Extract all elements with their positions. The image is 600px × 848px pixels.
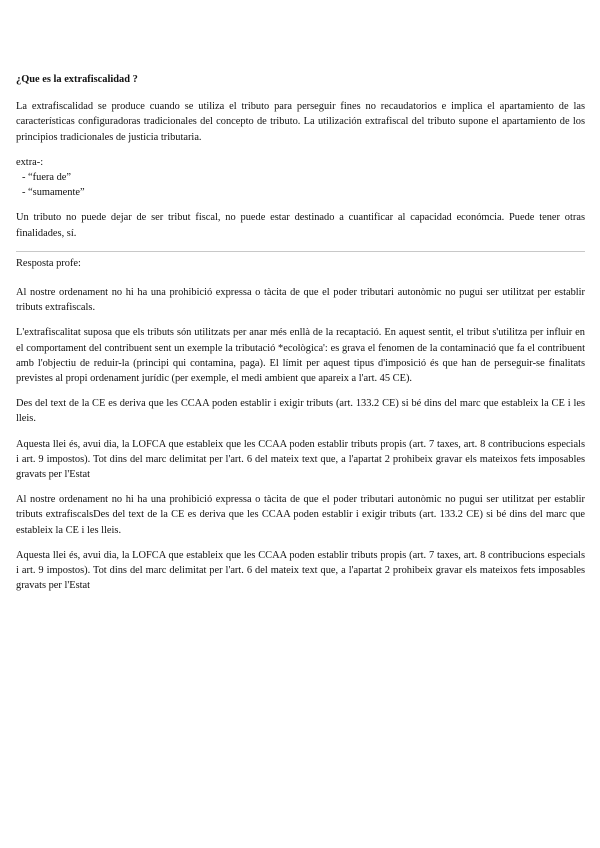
intro-paragraph: La extrafiscalidad se produce cuando se utiliza el tributo para perseguir fines no recaudatorios e implica el apartamiento de las características configuradoras tradicionales del concepto de tributo. La utilización extrafiscal del tributo supone el apartamiento de los principios tradicionales de justicia tributaria.: [16, 101, 585, 143]
document-page: [16, 72, 585, 603]
section-divider: [16, 251, 585, 252]
document-title: ¿Que es la extrafiscalidad ?: [16, 74, 138, 85]
extra-definition-list: [16, 155, 585, 201]
note-paragraph: Un tributo no puede dejar de ser tribut fiscal, no puede estar destinado a cuantificar al capacidad económcia. Puede tener otras finalidades, sí.: [16, 212, 585, 239]
answer-paragraph-6: Aquesta llei és, avui dia, la LOFCA que estableix que les CCAA poden establir tributs propis (art. 7 taxes, art. 8 contribucions especials i art. 9 impostos). Tot dins del marc delimitat per l'art. 6 del mateix text que, a l'apartat 2 prohibeix gravar els mateixos fets imposables gravats per l'Estat: [16, 549, 585, 592]
extra-item-1: - “fuera de”: [22, 172, 72, 184]
answer-paragraph-2: L'extrafiscalitat suposa que els tributs són utilitzats per anar més enllà de la recaptació. En aquest sentit, el tribut s'utilitza per influir en el comportament del contribuent sent un exemple la tributació *ecològica': es grava el fenomen de la contaminació que fa el contribuent amb l'objectiu de reduir-la (principi qui contamina, paga). El límit per aquest tipus d'imposició és que han de perseguir-se finalitats previstes al propi ordenament jurídic (per exemple, el medi ambient que apareix a l'art. 45 CE).: [16, 327, 585, 385]
answer-paragraph-5: Al nostre ordenament no hi ha una prohibició expressa o tàcita de que el poder tributari autonòmic no pugui ser utilitzat per establir tributs extrafiscalsDes del text de la CE es deriva que les CCAA poden establir i exigir tributs (art. 133.2 CE) si bé dins del marc que estableix la CE i les lleis.: [16, 494, 585, 536]
answer-paragraph-1: Al nostre ordenament no hi ha una prohibició expressa o tàcita de que el poder tributari autonòmic no pugui ser utilitzat per establir tributs extrafiscals.: [16, 287, 585, 314]
answer-paragraph-3: Des del text de la CE es deriva que les CCAA poden establir i exigir tributs (art. 133.2 CE) si bé dins del marc que estableix la CE i les lleis.: [16, 398, 585, 425]
answer-paragraph-4: Aquesta llei és, avui dia, la LOFCA que estableix que les CCAA poden establir tributs propis (art. 7 taxes, art. 8 contribucions especials i art. 9 impostos). Tot dins del marc delimitat per l'art. 6 del mateix text que, a l'apartat 2 prohibeix gravar els mateixos fets imposables gravats per l'Estat: [16, 438, 585, 481]
extra-heading: extra-:: [16, 156, 44, 168]
extra-item-2: - “sumamente”: [22, 187, 85, 199]
answer-label: Resposta profe:: [16, 257, 81, 269]
